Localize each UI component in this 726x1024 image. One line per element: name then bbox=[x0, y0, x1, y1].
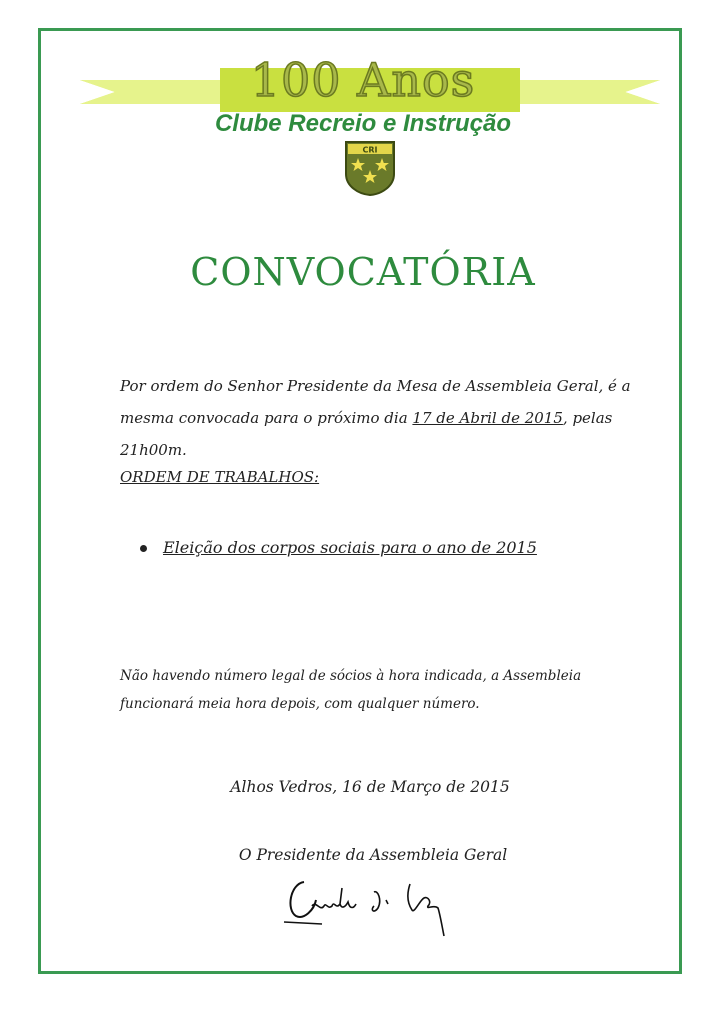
convocation-paragraph bbox=[120, 370, 640, 466]
bullet-icon bbox=[140, 545, 147, 552]
club-name: Clube Recreio e Instrução bbox=[214, 110, 512, 137]
quorum-note: Não havendo número legal de sócios à hora indicada, a Assembleia funcionará meia hora depois, com qualquer número. bbox=[120, 668, 582, 712]
meeting-date: 17 de Abril de 2015 bbox=[412, 409, 563, 427]
anniversary-heading: 100 Anos bbox=[250, 53, 476, 107]
agenda-item bbox=[140, 538, 537, 557]
convocation-text-end: , pelas 21h00m. bbox=[120, 409, 613, 459]
signer-title: O Presidente da Assembleia Geral bbox=[238, 846, 508, 864]
agenda-item-text: Eleição dos corpos sociais para o ano de 2015 bbox=[163, 538, 537, 557]
agenda-heading: ORDEM DE TRABALHOS: bbox=[120, 468, 320, 486]
crest-initials: CRI bbox=[362, 145, 378, 155]
handwritten-signature bbox=[282, 870, 462, 940]
convocation-text-start: Por ordem do Senhor Presidente da Mesa de Assembleia Geral, é a mesma convocada para o próximo dia bbox=[120, 377, 631, 427]
club-crest-icon bbox=[344, 140, 396, 196]
place-and-date: Alhos Vedros, 16 de Março de 2015 bbox=[230, 778, 510, 796]
document-title: CONVOCATÓRIA bbox=[190, 250, 536, 294]
